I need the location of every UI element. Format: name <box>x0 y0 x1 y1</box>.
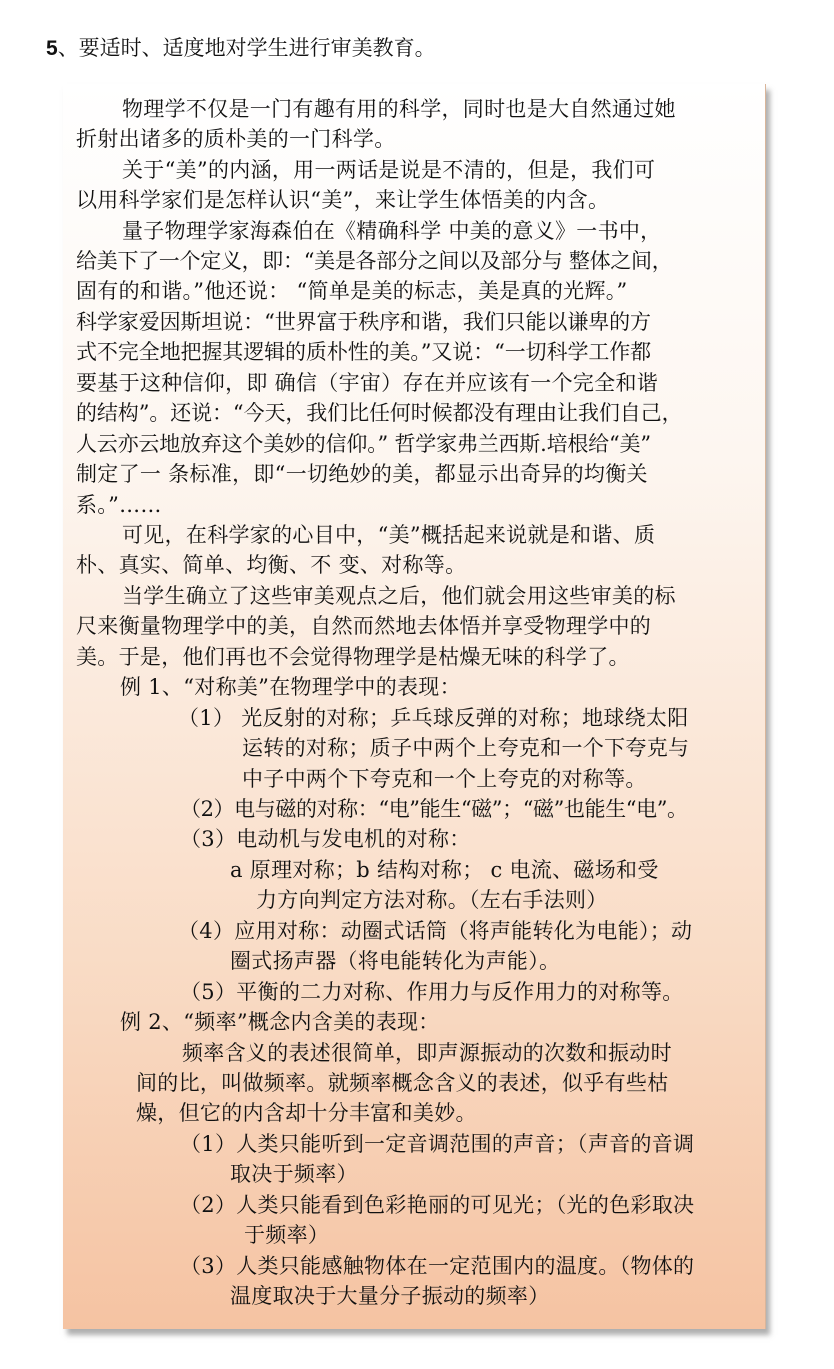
text-line: 尺来衡量物理学中的美，自然而然地去体悟并享受物理学中的 <box>76 614 652 638</box>
section-heading <box>46 34 436 63</box>
text-line: 物理学不仅是一门有趣有用的科学，同时也是大自然通过她 <box>122 97 676 121</box>
text-line: 力方向判定方法对称。（左右手法则） <box>256 888 608 912</box>
text-line: 于频率） <box>244 1223 330 1247</box>
text-line: 可见，在科学家的心目中，“美”概括起来说就是和谐、质 <box>122 523 656 547</box>
text-line: 系。”…… <box>76 493 162 517</box>
text-line: 取决于频率） <box>230 1162 358 1186</box>
text-line: 当学生确立了这些审美观点之后，他们就会用这些审美的标 <box>122 584 676 608</box>
text-line: 朴、真实、简单、均衡、不 变、对称等。 <box>76 553 467 577</box>
text-line: 人云亦云地放弃这个美妙的信仰。” 哲学家弗兰西斯.培根给“美” <box>76 432 651 456</box>
list-item: （2）人类只能看到色彩艳丽的可见光；（光的色彩取决 <box>180 1193 695 1217</box>
text-line: 燥，但它的内含却十分丰富和美妙。 <box>136 1101 477 1125</box>
list-item: （1）人类只能听到一定音调范围的声音；（声音的音调 <box>180 1132 695 1156</box>
text-line: 圈式扬声器（将电能转化为声能）。 <box>230 949 561 973</box>
text-line: 的结构”。还说：“今天，我们比任何时候都没有理由让我们自己， <box>76 401 683 425</box>
text-line: 式不完全地把握其逻辑的质朴性的美。”又说：“一切科学工作都 <box>76 340 652 364</box>
list-item: （5）平衡的二力对称、作用力与反作用力的对称等。 <box>180 980 684 1004</box>
example-heading: 例 1、“对称美”在物理学中的表现： <box>120 675 461 699</box>
text-line: 以用科学家们是怎样认识“美”，来让学生体悟美的内含。 <box>76 188 610 212</box>
text-line: 要基于这种信仰，即 确信（宇宙）存在并应该有一个完全和谐 <box>76 371 659 395</box>
text-line: 关于“美”的内涵，用一两话是说是不清的，但是，我们可 <box>122 158 656 182</box>
text-line: 中子中两个下夸克和一个上夸克的对称等。 <box>242 767 647 791</box>
section-number: 5 <box>46 37 58 60</box>
section-heading-text: 、要适时、适度地对学生进行审美教育。 <box>57 36 436 60</box>
text-line: 温度取决于大量分子振动的频率） <box>230 1284 550 1308</box>
text-line: 运转的对称；质子中两个上夸克和一个下夸克与 <box>242 736 690 760</box>
text-line: 制定了一 条标准，即“一切绝妙的美，都显示出奇异的均衡关 <box>76 462 648 486</box>
list-item: （3）电动机与发电机的对称： <box>180 827 471 851</box>
list-item: （1） 光反射的对称；乒乓球反弹的对称；地球绕太阳 <box>178 706 689 730</box>
sub-list-item: a 原理对称；b 结构对称； c 电流、磁场和受 <box>230 858 659 882</box>
list-item: （2）电与磁的对称：“电”能生“磁”；“磁”也能生“电”。 <box>180 797 688 821</box>
text-line: 给美下了一个定义，即：“美是各部分之间以及部分与 整体之间， <box>76 249 673 273</box>
example-heading: 例 2、“频率”概念内含美的表现： <box>120 1010 440 1034</box>
text-line: 折射出诸多的质朴美的一门科学。 <box>76 127 396 151</box>
list-item: （3）人类只能感触物体在一定范围内的温度。（物体的 <box>180 1254 695 1278</box>
text-line: 频率含义的表述很简单，即声源振动的次数和振动时 <box>182 1041 672 1065</box>
list-item: （4）应用对称：动圈式话筒（将声能转化为电能）；动 <box>178 919 693 943</box>
text-line: 固有的和谐。”他还说： “简单是美的标志，美是真的光辉。” <box>76 279 628 303</box>
text-line: 量子物理学家海森伯在《精确科学 中美的意义》一书中， <box>122 219 662 243</box>
text-line: 科学家爱因斯坦说：“世界富于秩序和谐，我们只能以谦卑的方 <box>76 310 651 334</box>
text-line: 美。于是，他们再也不会觉得物理学是枯燥无味的科学了。 <box>76 645 630 669</box>
text-line: 间的比，叫做频率。就频率概念含义的表述，似乎有些枯 <box>136 1071 669 1095</box>
